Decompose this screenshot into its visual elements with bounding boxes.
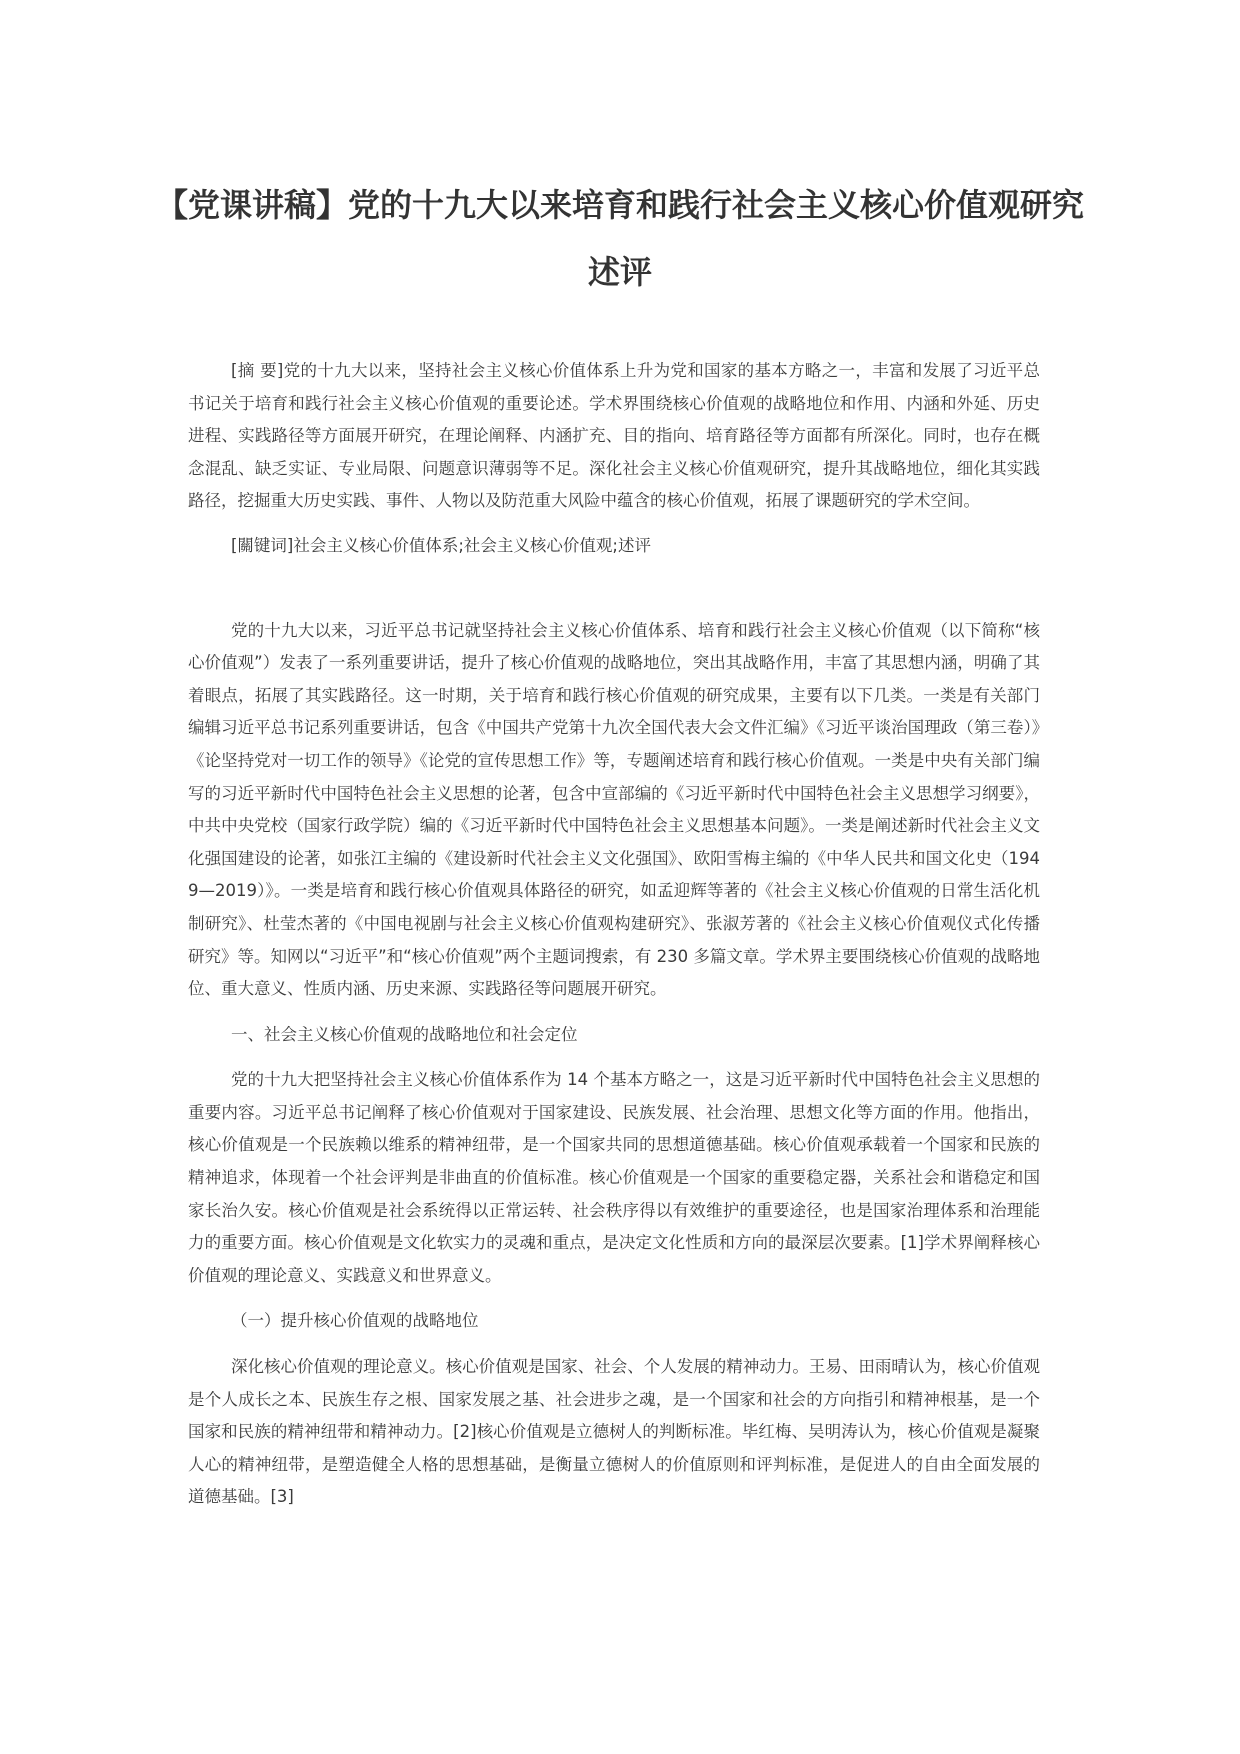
body-paragraph-2: 党的十九大把坚持社会主义核心价值体系作为 14 个基本方略之一，这是习近平新时代中国特色社会主义思想的重要内容。习近平总书记阐释了核心价值观对于国家建设、民族发展、社会治理、思想文化等方面的作用。他指出，核心价值观是一个民族赖以维系的精神纽带，是一个国家共同的思想道德基础。核心价值观承载着一个国家和民族的精神追求，体现着一个社会评判是非曲直的价值标准。核心价值观是一个国家的重要稳定器，关系社会和谐稳定和国家长治久安。核心价值观是社会系统得以正常运转、社会秩序得以有效维护的重要途径，也是国家治理体系和治理能力的重要方面。核心价值观是文化软实力的灵魂和重点，是决定文化性质和方向的最深层次要素。[1]学术界阐释核心价值观的理论意义、实践意义和世界意义。	[188, 1070, 1040, 1285]
body-paragraph-3: 深化核心价值观的理论意义。核心价值观是国家、社会、个人发展的精神动力。王易、田雨晴认为，核心价值观是个人成长之本、民族生存之根、国家发展之基、社会进步之魂，是一个国家和社会的方向指引和精神根基，是一个国家和民族的精神纽带和精神动力。[2]核心价值观是立德树人的判断标准。毕红梅、吴明涛认为，核心价值观是凝聚人心的精神纽带，是塑造健全人格的思想基础，是衡量立德树人的价值原则和评判标准，是促进人的自由全面发展的道德基础。[3]	[188, 1357, 1040, 1507]
body-paragraph-1: 党的十九大以来，习近平总书记就坚持社会主义核心价值体系、培育和践行社会主义核心价值观（以下简称“核心价值观”）发表了一系列重要讲话，提升了核心价值观的战略地位，突出其战略作用，丰富了其思想内涵，明确了其着眼点，拓展了其实践路径。这一时期，关于培育和践行核心价值观的研究成果，主要有以下几类。一类是有关部门编辑习近平总书记系列重要讲话，包含《中国共产党第十九次全国代表大会文件汇编》《习近平谈治国理政（第三卷）》《论坚持党对一切工作的领导》《论党的宣传思想工作》等，专题阐述培育和践行核心价值观。一类是中央有关部门编写的习近平新时代中国特色社会主义思想的论著，包含中宣部编的《习近平新时代中国特色社会主义思想学习纲要》，中共中央党校（国家行政学院）编的《习近平新时代中国特色社会主义思想基本问题》。一类是阐述新时代社会主义文化强国建设的论著，如张江主编的《建设新时代社会主义文化强国》、欧阳雪梅主编的《中华人民共和国文化史（1949—2019）》。一类是培育和践行核心价值观具体路径的研究，如孟迎辉等著的《社会主义核心价值观的日常生活化机制研究》、杜莹杰著的《中国电视剧与社会主义核心价值观构建研究》、张淑芳著的《社会主义核心价值观仪式化传播研究》等。知网以“习近平”和“核心价值观”两个主题词搜索，有 230 多篇文章。学术界主要围绕核心价值观的战略地位、重大意义、性质内涵、历史来源、实践路径等问题展开研究。	[188, 620, 1040, 999]
keywords-paragraph: [關键词]社会主义核心价值体系;社会主义核心价值观;述评	[231, 535, 651, 555]
document-title: 【党课讲稿】党的十九大以来培育和践行社会主义核心价值观研究述评	[155, 186, 1084, 291]
abstract-paragraph: [摘 要]党的十九大以来，坚持社会主义核心价值体系上升为党和国家的基本方略之一，丰富和发展了习近平总书记关于培育和践行社会主义核心价值观的重要论述。学术界围绕核心价值观的战略地位和作用、内涵和外延、历史进程、实践路径等方面展开研究，在理论阐释、内涵扩充、目的指向、培育路径等方面都有所深化。同时，也存在概念混乱、缺乏实证、专业局限、问题意识薄弱等不足。深化社会主义核心价值观研究，提升其战略地位，细化其实践路径，挖掘重大历史实践、事件、人物以及防范重大风险中蕴含的核心价值观，拓展了课题研究的学术空间。	[188, 361, 1040, 511]
subsection-heading-1: （一）提升核心价值观的战略地位	[231, 1311, 479, 1331]
section-heading-1: 一、社会主义核心价值观的战略地位和社会定位	[231, 1024, 578, 1044]
document-body	[188, 355, 1040, 1527]
